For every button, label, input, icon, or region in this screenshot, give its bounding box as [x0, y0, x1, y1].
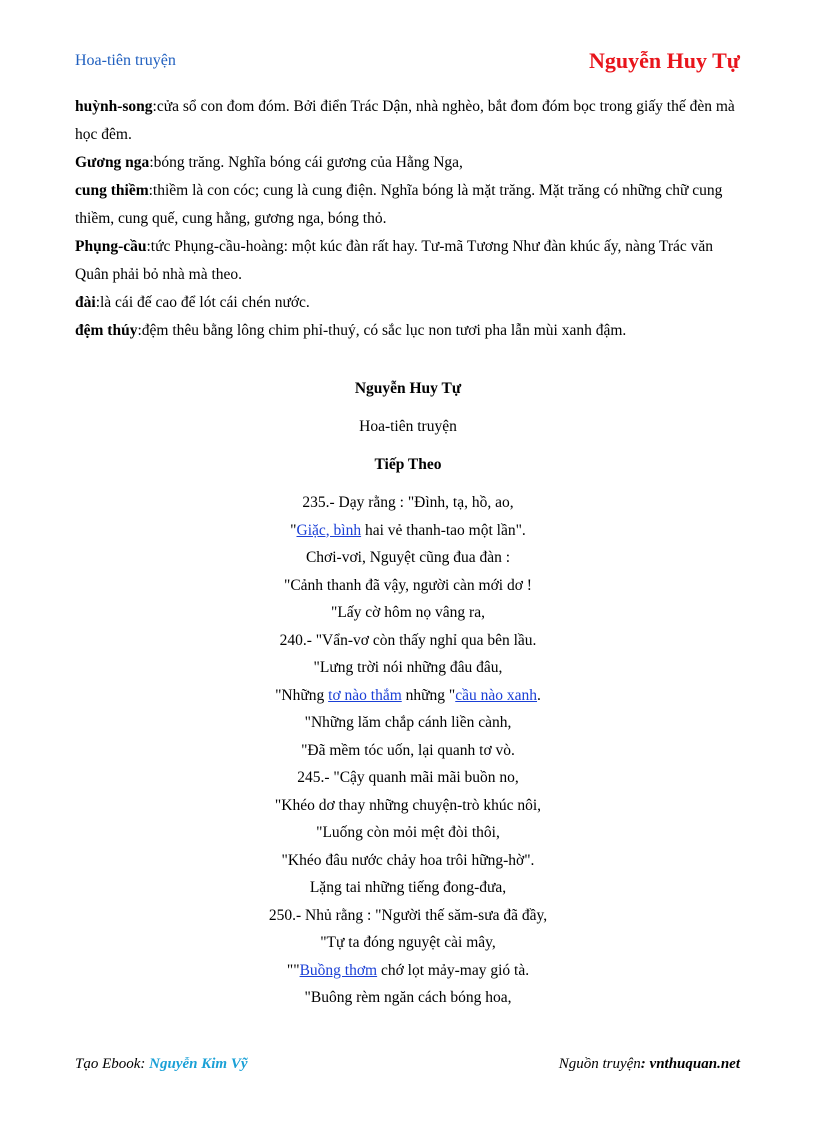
- poem-text: 235.- Dạy rằng : "Đình, tạ, hồ, ao,: [302, 494, 514, 511]
- glossary-entry: [75, 177, 745, 233]
- section-author: Nguyễn Huy Tự: [354, 380, 462, 397]
- poem-line: [0, 957, 816, 985]
- poem-text: Chơi-vơi, Nguyệt cũng đua đàn :: [305, 549, 511, 566]
- poem-line: [0, 517, 816, 545]
- poem-text: "Luống còn mỏi mệt đòi thôi,: [316, 824, 500, 841]
- poem-text: Lặng tai những tiếng đong-đưa,: [309, 879, 507, 896]
- poem-link[interactable]: tơ nào thắm: [328, 686, 402, 704]
- glossary-term: cung thiềm: [75, 182, 149, 199]
- poem-text: "Lấy cờ hôm nọ vâng ra,: [331, 604, 485, 621]
- poem-text: "Cảnh thanh đã vậy, người càn mới dơ !: [284, 576, 532, 594]
- poem-line: [0, 819, 816, 847]
- poem-line: [0, 654, 816, 682]
- poem-text: "Những lăm chắp cánh liền cành,: [304, 714, 512, 731]
- glossary-entry: [75, 289, 745, 317]
- poem-text: "": [286, 961, 300, 979]
- poem-verses: [0, 489, 816, 1012]
- poem-line: [0, 929, 816, 957]
- glossary-term: đệm thúy: [75, 322, 138, 339]
- poem-line: [0, 792, 816, 820]
- poem-text: những ": [401, 686, 456, 704]
- poem-line: [0, 599, 816, 627]
- glossary-notes: [75, 93, 745, 345]
- poem-text: hai vẻ thanh-tao một lần".: [361, 521, 526, 539]
- poem-link[interactable]: Giặc, bình: [296, 521, 362, 539]
- glossary-entry: [75, 93, 745, 149]
- glossary-definition: :bóng trăng. Nghĩa bóng cái gương của Hằng Nga,: [149, 154, 463, 171]
- poem-line: [0, 874, 816, 902]
- poem-line: [0, 627, 816, 655]
- header-book-title: Hoa-tiên truyện: [75, 52, 176, 69]
- poem-text: "Những: [275, 686, 329, 704]
- footer-source-credit: [559, 1056, 740, 1073]
- poem-line: [0, 984, 816, 1012]
- poem-link[interactable]: cầu nào xanh: [455, 686, 538, 704]
- footer-ebook-name: Nguyễn Kim Vỹ: [149, 1056, 248, 1072]
- section-heading: Tiếp Theo: [374, 456, 442, 473]
- section-work-title: Hoa-tiên truyện: [359, 418, 457, 435]
- poem-line: [0, 709, 816, 737]
- footer-source-sep: :: [640, 1056, 650, 1072]
- footer-ebook-label: Tạo Ebook: [75, 1056, 141, 1072]
- poem-text: "Tự ta đóng nguyệt cài mây,: [320, 934, 496, 951]
- poem-text: 240.- "Vẩn-vơ còn thấy nghỉ qua bên lầu.: [279, 631, 537, 649]
- poem-line: [0, 764, 816, 792]
- footer-ebook-sep: :: [140, 1056, 150, 1072]
- glossary-definition: :là cái đế cao để lót cái chén nước.: [95, 294, 310, 311]
- poem-text: 245.- "Cậy quanh mãi mãi buồn no,: [297, 769, 519, 786]
- poem-line: [0, 682, 816, 710]
- poem-link[interactable]: Buồng thơm: [299, 961, 378, 979]
- glossary-term: Gương nga: [75, 154, 150, 171]
- glossary-definition: :cửa sổ con đom đóm. Bởi điển Trác Dận, nhà nghèo, bắt đom đóm bọc trong giấy thế đèn mà học đêm.: [75, 98, 735, 143]
- glossary-entry: [75, 317, 745, 345]
- poem-text: "Buông rèm ngăn cách bóng hoa,: [304, 989, 512, 1006]
- poem-line: [0, 489, 816, 517]
- footer-source-label: Nguồn truyện: [558, 1056, 641, 1072]
- poem-text: ": [290, 521, 297, 539]
- header-author: Nguyễn Huy Tự: [589, 48, 740, 73]
- glossary-term: Phụng-cầu: [75, 238, 147, 255]
- glossary-entry: [75, 233, 745, 289]
- poem-text: "Khéo đâu nước chảy hoa trôi hững-hờ".: [281, 851, 535, 869]
- poem-text: "Lưng trời nói những đâu đâu,: [313, 659, 503, 676]
- poem-text: "Đã mềm tóc uốn, lại quanh tơ vò.: [301, 741, 515, 759]
- glossary-term: đài: [75, 294, 96, 311]
- poem-line: [0, 847, 816, 875]
- footer-source-site: vnthuquan.net: [649, 1056, 740, 1072]
- poem-text: .: [537, 686, 541, 704]
- poem-text: 250.- Nhủ rằng : "Người thế săm-sưa đã đầy,: [268, 906, 548, 924]
- glossary-definition: :tức Phụng-cầu-hoàng: một kúc đàn rất hay. Tư-mã Tương Như đàn khúc ấy, nàng Trác văn Quân phải bỏ nhà mà theo.: [75, 238, 714, 283]
- glossary-definition: :thiềm là con cóc; cung là cung điện. Nghĩa bóng là mặt trăng. Mặt trăng có những chữ cung thiềm, cung quế, cung hằng, gương nga, bóng thỏ.: [75, 182, 723, 227]
- poem-text: "Khéo dơ thay những chuyện-trò khúc nôi,: [274, 796, 542, 814]
- glossary-definition: :đệm thêu bằng lông chim phỉ-thuý, có sắc lục non tươi pha lẫn mùi xanh đậm.: [137, 322, 627, 339]
- poem-line: [0, 572, 816, 600]
- poem-line: [0, 544, 816, 572]
- poem-text: chớ lọt mảy-may gió tà.: [377, 961, 530, 979]
- poem-line: [0, 902, 816, 930]
- poem-line: [0, 737, 816, 765]
- glossary-entry: [75, 149, 745, 177]
- glossary-term: huỳnh-song: [75, 98, 153, 115]
- footer-ebook-credit: [75, 1056, 248, 1073]
